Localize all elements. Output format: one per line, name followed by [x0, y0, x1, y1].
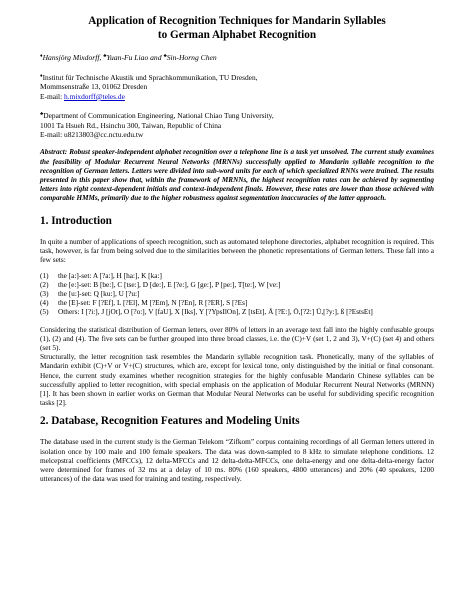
list-item: (5) Others: I [?i:], J [jOt], O [?o:], V [faU], X [Iks], Y [?YpsIlOn], Z [tsEt], Ä [?E:], Ö,[?2:] Ü,[?y:], ß [?EstsEt]: [40, 307, 373, 317]
affiliation-2: [40, 110, 434, 139]
section-1-paragraph-2: Considering the statistical distribution of German letters, over 80% of letters in an average text fall into the highly confusable groups (1), (2) and (4). The five sets can be further grouped into three broad classes, i.e. the (C)+V (set 1, 2 and 3), V+(C) (set 4) and others (set 5).: [40, 324, 434, 353]
affiliation-mark: ♦: [40, 74, 43, 79]
section-1-heading: 1. Introduction: [40, 215, 112, 227]
list-item: (4) the [E]-set: F [?Ef], L [?El], M [?Em], N [?En], R [?ER], S [?Es]: [40, 298, 248, 308]
email-link[interactable]: h.mixdorff@teles.de: [64, 91, 125, 101]
section-1-paragraph-3: Structurally, the letter recognition task resembles the Mandarin syllable recognition task. Phonetically, many of the syllables of Mandarin exhibit (C)+V or V+(C) structures, which are, except for lexical tone, only distinguished by the initial or final consonant. Hence, the current study examines whether recognition strategies for the highly confusable Mandarin Chinese syllables can be successfully applied to letter recognition, with special emphasis on the application of Modular Recurrent Neural Networks (MRNN)[1]. It has been shown in earlier works on German that Modular Neural Networks can be useful for subdividing specific recognition tasks [2].: [40, 352, 434, 408]
affiliation-1-line-1: Institut für Technische Akustik und Sprachkommunikation, TU Dresden,: [42, 73, 258, 82]
section-2-heading: 2. Database, Recognition Features and Modeling Units: [40, 415, 300, 428]
affiliation-2-line-2: 1001 Ta Hsueh Rd., Hsinchu 300, Taiwan, Republic of China: [40, 120, 222, 130]
list-item: (2) the [e:]-set: B [be:], C [tse:], D [de:], E [?e:], G [ge:], P [pe:], T[te:], W [ve:]: [40, 279, 281, 289]
affiliation-1-line-2: Mommsenstraße 13, 01062 Dresden: [40, 82, 148, 92]
affiliation-mark: ♣: [40, 112, 44, 118]
affiliation-1: [40, 72, 434, 101]
email-label: E-mail:: [40, 91, 63, 101]
abstract: Abstract: Robust speaker-independent alphabet recognition over a telephone line is a task yet unsolved. The current study examines the feasibility of Modular Recurrent Neural Networks (MRNNs) successfully applied to Mandarin syllable recognition to the recognition of German letters. Letters were divided into sub-word units for each of which specialized RNNs were trained. The results presented in this paper show that, within the framework of MRNNs, the highest recognition rates can be achieved by segmenting letters into right context-dependent initials and context-independent finals. However, these rates are lower than those achieved with comparable HMMs, primarily due to the higher robustness against segmentation inaccuracies of the latter approach.: [40, 148, 434, 202]
author-list: ♦Hansjörg Mixdorff, ♣Yuan-Fu Liao and ♣Sin-Horng Chen: [40, 53, 217, 62]
title-line-2: to German Alphabet Recognition: [157, 29, 317, 41]
letter-set-list: [40, 271, 434, 317]
affiliation-mark: ♦: [40, 54, 43, 59]
affiliation-2-email: E-mail: u8213803@cc.nctu.edu.tw: [40, 130, 144, 140]
author-2: Yuan-Fu Liao and: [106, 53, 162, 62]
affiliation-mark: ♣: [103, 54, 107, 59]
title-line-1: Application of Recognition Techniques for Mandarin Syllables: [88, 15, 386, 27]
affiliation-2-line-1: Department of Communication Engineering, National Chiao Tung University,: [43, 111, 274, 121]
affiliation-mark: ♣: [163, 54, 167, 59]
section-2-paragraph-1: The database used in the current study is the German Telekom “Zifkom” corpus containing recordings of all German letters uttered in isolation once by 100 male and 100 female speakers. The data was down-sampled to 8 kHz to simulate telephone conditions. 12 melcepstral coefficients (MFCCs), 12 delta-MFCCs and 12 delta-delta-MFCCs, one delta-energy and one delta-delta-energy factor were determined for frames of 32 ms at a delay of 10 ms. 80% (160 speakers, 4800 utterances) and 20% (40 speakers, 1200 utterances) of the data was used for training and testing, respectively.: [40, 437, 434, 484]
paper-title: [40, 14, 434, 42]
author-3: Sin-Horng Chen: [166, 53, 217, 62]
list-item: (3) the [u:]-set: Q [ku:], U [?u:]: [40, 289, 140, 299]
list-item: (1) the [a:]-set: A [?a:], H [ha:], K [ka:]: [40, 270, 162, 280]
section-1-paragraph-1: In quite a number of applications of speech recognition, such as automated telephone directories, alphabet recognition is required. This task, however, is far from being solved due to the similarities between the phonetic representations of German letters. These fall into a few sets:: [40, 237, 434, 265]
author-1: Hansjörg Mixdorff: [42, 53, 100, 62]
